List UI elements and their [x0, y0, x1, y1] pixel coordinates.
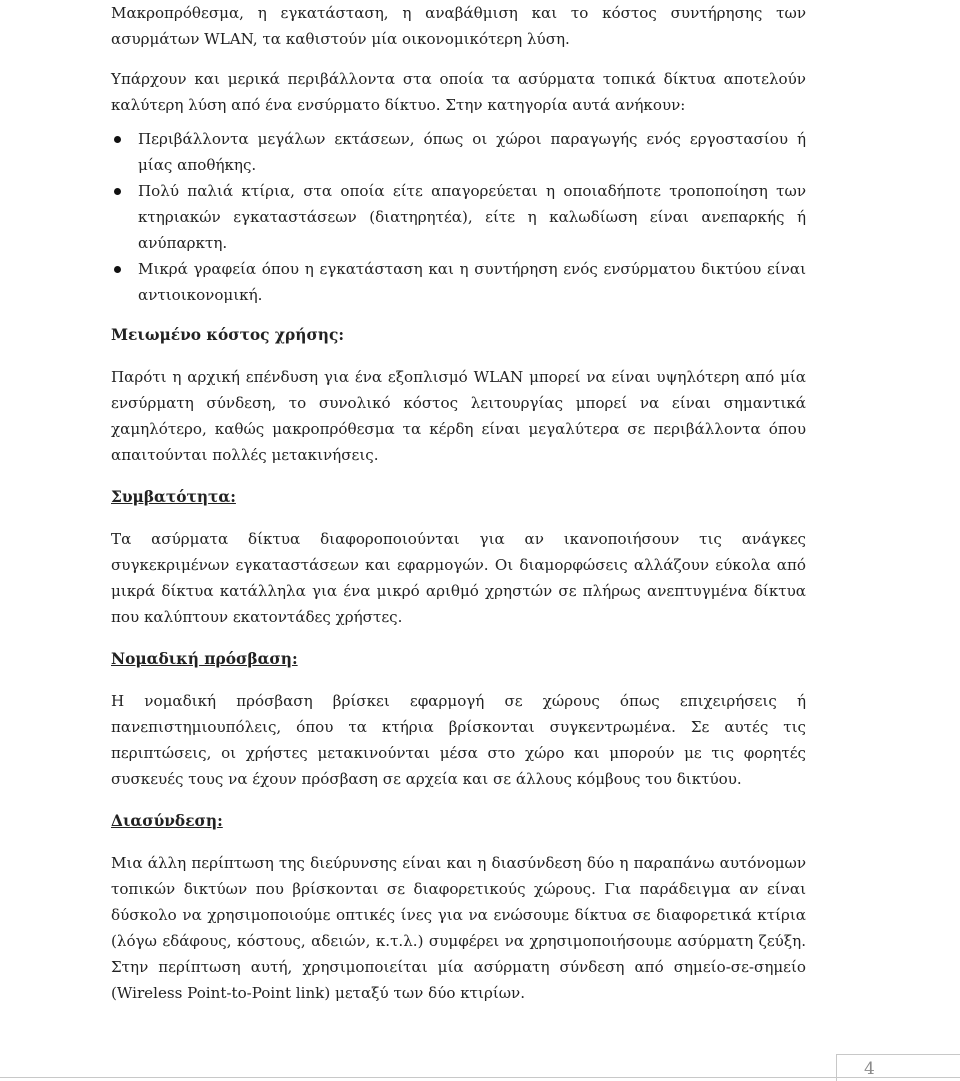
bullet-icon — [114, 136, 121, 143]
heading-text: Νομαδική πρόσβαση: — [111, 650, 298, 668]
page-number: 4 — [864, 1059, 875, 1079]
document-body — [111, 0, 806, 1006]
intro-paragraph: Υπάρχουν και μερικά περιβάλλοντα στα οποία τα ασύρματα τοπικά δίκτυα αποτελούν καλύτερη λύση από ένα ενσύρματο δίκτυο. Στην κατηγορία αυτά ανήκουν: — [111, 70, 806, 114]
section-body-nomadic: Η νομαδική πρόσβαση βρίσκει εφαρμογή σε χώρους όπως επιχειρήσεις ή πανεπιστημιουπόλεις, όπου τα κτήρια βρίσκονται συγκεντρωμένα. Σε αυτές τις περιπτώσεις, οι χρήστες μετακινούνται μέσα στο χώρο και μπορούν με τις φορητές συσκευές τους να έχουν πρόσβαση σε αρχεία και σε άλλους κόμβους του δικτύου. — [111, 692, 806, 788]
bullet-icon — [114, 188, 121, 195]
intro-paragraph: Μακροπρόθεσμα, η εγκατάσταση, η αναβάθμιση και το κόστος συντήρησης των ασυρμάτων WLAN, τα καθιστούν μία οικονομικότερη λύση. — [111, 4, 806, 48]
section-heading-compatibility — [111, 484, 806, 510]
section-body-cost: Παρότι η αρχική επένδυση για ένα εξοπλισμό WLAN μπορεί να είναι υψηλότερη από μία ενσύρματη σύνδεση, το συνολικό κόστος λειτουργίας μπορεί να είναι σημαντικά χαμηλότερο, καθώς μακροπρόθεσμα τα κέρδη είναι μεγαλύτερα σε περιβάλλοντα όπου απαιτούνται πολλές μετακινήσεις. — [111, 368, 806, 464]
section-heading-cost: Μειωμένο κόστος χρήσης: — [111, 326, 345, 344]
section-body-interconnect: Μια άλλη περίπτωση της διεύρυνσης είναι και η διασύνδεση δύο η παραπάνω αυτόνομων τοπικών δικτύων που βρίσκονται σε διαφορετικούς χώρους. Για παράδειγμα αν είναι δύσκολο να χρησιμοποιούμε οπτικές ίνες για να ενώσουμε δίκτυα σε διαφορετικά κτίρια (λόγω εδάφους, κόστους, αδειών, κ.τ.λ.) συμφέρει να χρησιμοποιήσουμε ασύρματη ζεύξη. Στην περίπτωση αυτή, χρησιμοποιείται μία ασύρματη σύνδεση από σημείο-σε-σημείο (Wireless Point-to-Point link) μεταξύ των δύο κτιρίων. — [111, 854, 806, 1002]
section-heading-interconnect — [111, 808, 806, 834]
list-item — [111, 178, 806, 256]
footer-rule — [0, 1077, 960, 1078]
list-item-text: Μικρά γραφεία όπου η εγκατάσταση και η συντήρηση ενός ενσύρματου δικτύου είναι αντιοικονομική. — [138, 260, 806, 304]
bullet-icon — [114, 266, 121, 273]
section-heading-nomadic — [111, 646, 806, 672]
heading-text: Διασύνδεση: — [111, 812, 223, 830]
list-item-text: Περιβάλλοντα μεγάλων εκτάσεων, όπως οι χώροι παραγωγής ενός εργοστασίου ή μίας αποθήκης. — [138, 130, 806, 174]
list-item — [111, 256, 806, 308]
list-item-text: Πολύ παλιά κτίρια, στα οποία είτε απαγορεύεται η οποιαδήποτε τροποποίηση των κτηριακών εγκαταστάσεων (διατηρητέα), είτε η καλωδίωση είναι ανεπαρκής ή ανύπαρκτη. — [138, 182, 806, 252]
heading-text: Συμβατότητα: — [111, 488, 236, 506]
bullet-list — [111, 126, 806, 308]
section-body-compatibility: Τα ασύρματα δίκτυα διαφοροποιούνται για αν ικανοποιήσουν τις ανάγκες συγκεκριμένων εγκαταστάσεων και εφαρμογών. Οι διαμορφώσεις αλλάζουν εύκολα από μικρά δίκτυα κατάλληλα για ένα μικρό αριθμό χρηστών σε πλήρως ανεπτυγμένα δίκτυα που καλύπτουν εκατοντάδες χρήστες. — [111, 530, 806, 626]
list-item — [111, 126, 806, 178]
